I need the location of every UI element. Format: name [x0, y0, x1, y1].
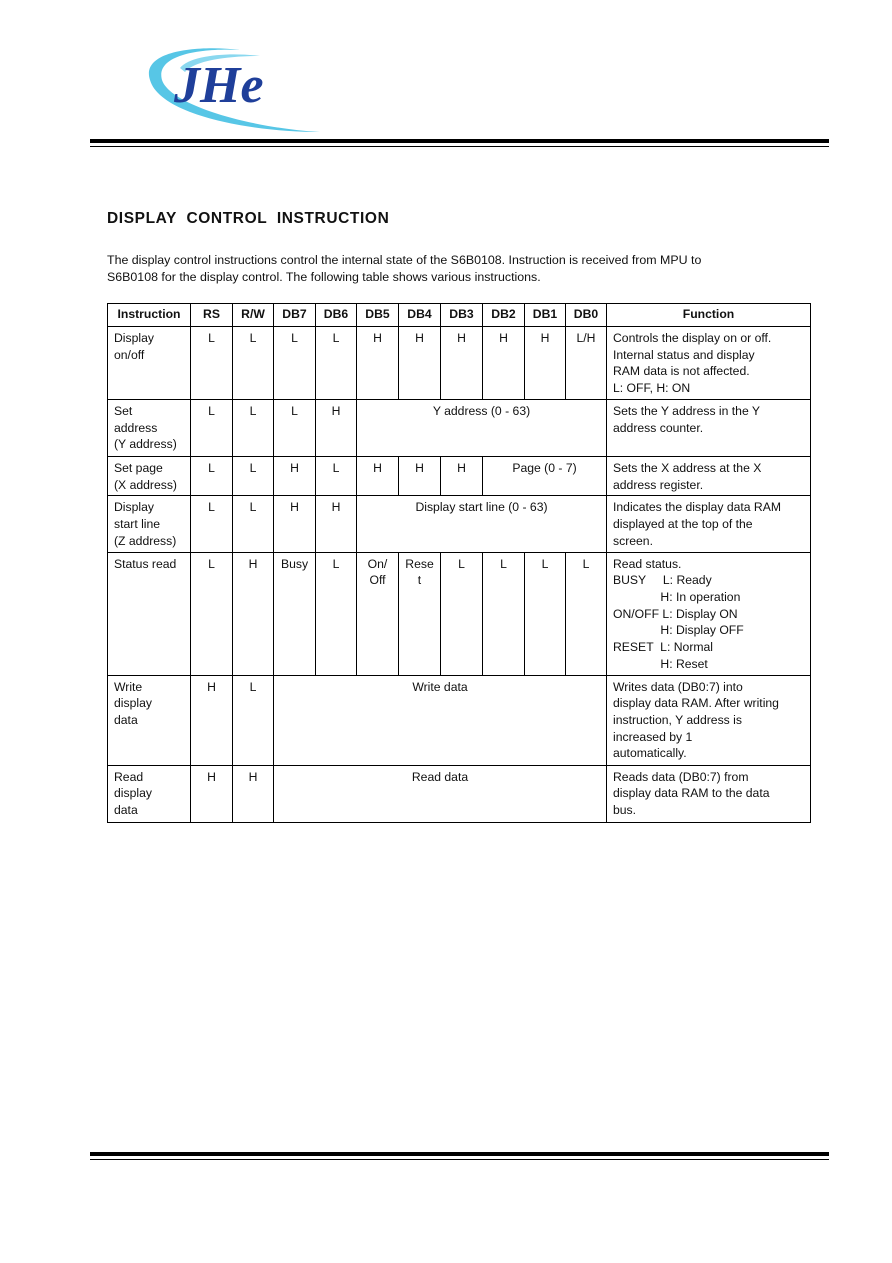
header-instruction: Instruction	[108, 304, 191, 327]
instruction-cell: Read display data	[108, 765, 191, 822]
db4-cell: H	[399, 327, 441, 400]
db7-cell: L	[274, 400, 316, 457]
merged-bits-cell: Page (0 - 7)	[483, 457, 607, 496]
db5-cell: H	[357, 327, 399, 400]
db6-cell: L	[316, 457, 357, 496]
intro-paragraph: The display control instructions control the internal state of the S6B0108. Instruction is received from MPU to S6B0108 for the display control. The following table shows various instructions.	[107, 253, 702, 284]
db7-cell: H	[274, 457, 316, 496]
merged-bits-cell: Write data	[274, 675, 607, 765]
db4-cell: Rese t	[399, 552, 441, 675]
db1-cell: H	[525, 327, 566, 400]
instruction-cell: Display start line (Z address)	[108, 496, 191, 552]
db4-cell: H	[399, 457, 441, 496]
header-db4: DB4	[399, 304, 441, 327]
function-cell: Sets the X address at the X address register.	[607, 457, 811, 496]
instruction-cell: Write display data	[108, 675, 191, 765]
function-cell: Controls the display on or off. Internal status and display RAM data is not affected. L: OFF, H: ON	[607, 327, 811, 400]
header-db2: DB2	[483, 304, 525, 327]
header-db1: DB1	[525, 304, 566, 327]
db5-cell: On/ Off	[357, 552, 399, 675]
header-rule-thin	[90, 146, 829, 147]
company-logo	[140, 40, 330, 140]
header-db6: DB6	[316, 304, 357, 327]
rs-cell: L	[191, 327, 233, 400]
db3-cell: L	[441, 552, 483, 675]
db7-cell: Busy	[274, 552, 316, 675]
header-rule-thick	[90, 139, 829, 143]
table-row	[108, 675, 811, 765]
function-cell: Sets the Y address in the Y address counter.	[607, 400, 811, 457]
db5-cell: H	[357, 457, 399, 496]
db2-cell: H	[483, 327, 525, 400]
db6-cell: L	[316, 552, 357, 675]
rs-cell: L	[191, 552, 233, 675]
header-rw: R/W	[233, 304, 274, 327]
header-db0: DB0	[566, 304, 607, 327]
rw-cell: H	[233, 765, 274, 822]
db7-cell: L	[274, 327, 316, 400]
table-row	[108, 327, 811, 400]
merged-bits-cell: Read data	[274, 765, 607, 822]
footer-rule-thick	[90, 1152, 829, 1156]
logo-letters: JHe	[174, 57, 264, 114]
rs-cell: L	[191, 496, 233, 552]
merged-bits-cell: Y address (0 - 63)	[357, 400, 607, 457]
instruction-cell: Display on/off	[108, 327, 191, 400]
db3-cell: H	[441, 457, 483, 496]
rs-cell: L	[191, 457, 233, 496]
db6-cell: L	[316, 327, 357, 400]
db0-cell: L/H	[566, 327, 607, 400]
header-function: Function	[607, 304, 811, 327]
db6-cell: H	[316, 400, 357, 457]
instruction-table	[107, 303, 811, 823]
header-db3: DB3	[441, 304, 483, 327]
table-header-row	[108, 304, 811, 327]
db2-cell: L	[483, 552, 525, 675]
merged-bits-cell: Display start line (0 - 63)	[357, 496, 607, 552]
db7-cell: H	[274, 496, 316, 552]
table-row	[108, 552, 811, 675]
db0-cell: L	[566, 552, 607, 675]
rw-cell: L	[233, 675, 274, 765]
footer-rule-thin	[90, 1159, 829, 1160]
db1-cell: L	[525, 552, 566, 675]
table-row	[108, 496, 811, 552]
rs-cell: L	[191, 400, 233, 457]
header-rs: RS	[191, 304, 233, 327]
function-cell: Writes data (DB0:7) into display data RAM. After writing instruction, Y address is increased by 1 automatically.	[607, 675, 811, 765]
section-title: DISPLAY CONTROL INSTRUCTION	[107, 210, 390, 227]
rs-cell: H	[191, 765, 233, 822]
rw-cell: L	[233, 400, 274, 457]
rw-cell: L	[233, 496, 274, 552]
instruction-cell: Set page (X address)	[108, 457, 191, 496]
function-cell: Indicates the display data RAM displayed at the top of the screen.	[607, 496, 811, 552]
instruction-cell: Status read	[108, 552, 191, 675]
header-db7: DB7	[274, 304, 316, 327]
instruction-cell: Set address (Y address)	[108, 400, 191, 457]
function-cell: Read status. BUSY L: Ready H: In operation ON/OFF L: Display ON H: Display OFF RESET L: Normal H: Reset	[607, 552, 811, 675]
rw-cell: L	[233, 457, 274, 496]
function-cell: Reads data (DB0:7) from display data RAM to the data bus.	[607, 765, 811, 822]
header-db5: DB5	[357, 304, 399, 327]
rs-cell: H	[191, 675, 233, 765]
table-row	[108, 765, 811, 822]
table-row	[108, 457, 811, 496]
db3-cell: H	[441, 327, 483, 400]
rw-cell: L	[233, 327, 274, 400]
table-row	[108, 400, 811, 457]
db6-cell: H	[316, 496, 357, 552]
rw-cell: H	[233, 552, 274, 675]
